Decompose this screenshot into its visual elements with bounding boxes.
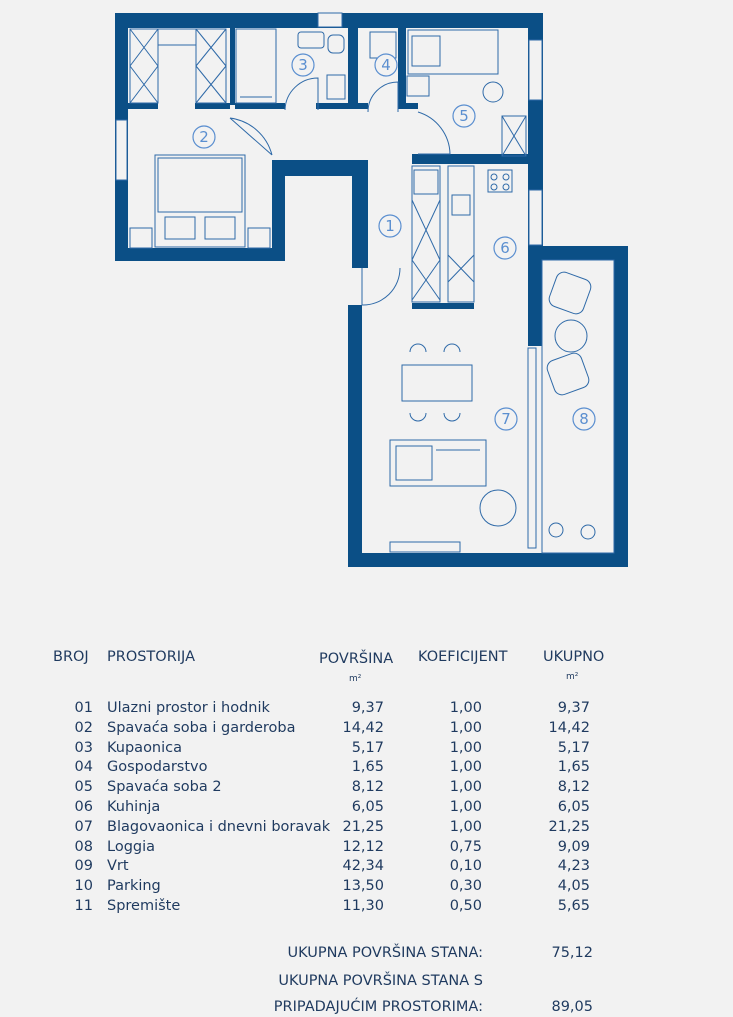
header-no: BROJ — [53, 649, 89, 665]
row-number: 08 — [74, 838, 93, 855]
row-total: 9,37 — [557, 700, 590, 716]
row-area: 8,12 — [351, 779, 384, 796]
room-marker-5: 5 — [459, 107, 469, 125]
table-row — [0, 898, 733, 918]
row-area: 42,34 — [342, 858, 384, 875]
row-number: 04 — [74, 759, 93, 776]
row-area: 11,30 — [342, 898, 384, 914]
table-row — [0, 799, 733, 819]
row-room-name: Loggia — [107, 838, 156, 855]
table-row — [0, 740, 733, 760]
header-room: PROSTORIJA — [107, 649, 195, 665]
row-number: 03 — [74, 739, 93, 756]
row-total: 6,05 — [557, 799, 590, 815]
row-room-name: Spavaća soba 2 — [107, 779, 222, 796]
row-coefficient: 1,00 — [449, 799, 482, 815]
header-area: POVRŠINA — [319, 651, 394, 667]
row-coefficient: 1,00 — [449, 759, 482, 776]
row-room-name: Kuhinja — [107, 799, 161, 815]
summary-with-rooms-value: 89,05 — [551, 999, 593, 1015]
row-total: 5,65 — [557, 898, 590, 914]
row-number: 01 — [74, 700, 93, 716]
table-row — [0, 858, 733, 878]
row-number: 02 — [74, 719, 93, 736]
row-area: 6,05 — [351, 799, 384, 815]
row-total: 1,65 — [557, 759, 590, 776]
header-total-unit: m² — [566, 672, 579, 682]
row-area: 12,12 — [342, 838, 384, 855]
row-area: 14,42 — [342, 719, 384, 736]
row-coefficient: 1,00 — [449, 700, 482, 716]
table-row — [0, 839, 733, 859]
row-coefficient: 1,00 — [449, 779, 482, 796]
table-row — [0, 700, 733, 720]
header-coef: KOEFICIJENT — [418, 649, 508, 665]
row-number: 06 — [74, 799, 93, 815]
row-total: 4,23 — [557, 858, 590, 875]
row-number: 05 — [74, 779, 93, 796]
row-room-name: Blagovaonica i dnevni boravak — [107, 818, 331, 835]
row-total: 9,09 — [557, 838, 590, 855]
row-area: 21,25 — [342, 818, 384, 835]
row-room-name: Kupaonica — [107, 739, 183, 756]
summary-with-rooms-label-1: UKUPNA POVRŠINA STANA S — [278, 973, 483, 989]
header-area-unit: m² — [349, 674, 362, 684]
row-coefficient: 0,10 — [449, 858, 482, 875]
row-area: 5,17 — [351, 739, 384, 756]
room-marker-7: 7 — [501, 410, 511, 428]
row-room-name: Spremište — [107, 898, 181, 914]
room-marker-8: 8 — [579, 410, 589, 428]
row-area: 9,37 — [351, 700, 384, 716]
row-number: 07 — [74, 818, 93, 835]
row-total: 4,05 — [557, 878, 590, 895]
row-room-name: Vrt — [107, 858, 129, 875]
row-total: 21,25 — [548, 818, 590, 835]
row-room-name: Spavaća soba i garderoba — [107, 719, 296, 736]
row-coefficient: 1,00 — [449, 739, 482, 756]
row-coefficient: 0,50 — [449, 898, 482, 914]
row-room-name: Parking — [107, 878, 161, 895]
row-total: 5,17 — [557, 739, 590, 756]
row-coefficient: 1,00 — [449, 818, 482, 835]
table-row — [0, 878, 733, 898]
row-area: 1,65 — [351, 759, 384, 776]
header-total: UKUPNO — [543, 649, 605, 665]
summary-apartment-value: 75,12 — [551, 945, 593, 961]
table-row — [0, 819, 733, 839]
row-room-name: Gospodarstvo — [107, 759, 208, 776]
summary-with-rooms-label-2: PRIPADAJUĆIM PROSTORIMA: — [273, 999, 483, 1015]
row-number: 11 — [74, 898, 93, 914]
summary-apartment-label: UKUPNA POVRŠINA STANA: — [287, 945, 483, 961]
windows — [116, 13, 542, 548]
row-coefficient: 0,75 — [449, 838, 482, 855]
room-marker-1: 1 — [385, 217, 395, 235]
row-area: 13,50 — [342, 878, 384, 895]
row-number: 09 — [74, 858, 93, 875]
row-coefficient: 0,30 — [449, 878, 482, 895]
row-coefficient: 1,00 — [449, 719, 482, 736]
table-row — [0, 759, 733, 779]
walls — [115, 13, 628, 567]
row-room-name: Ulazni prostor i hodnik — [107, 700, 270, 716]
room-marker-6: 6 — [500, 239, 510, 257]
table-row — [0, 779, 733, 799]
row-number: 10 — [74, 878, 93, 895]
row-total: 8,12 — [557, 779, 590, 796]
table-row — [0, 720, 733, 740]
room-marker-2: 2 — [199, 128, 209, 146]
room-marker-4: 4 — [381, 56, 391, 74]
room-marker-3: 3 — [298, 56, 308, 74]
row-total: 14,42 — [548, 719, 590, 736]
